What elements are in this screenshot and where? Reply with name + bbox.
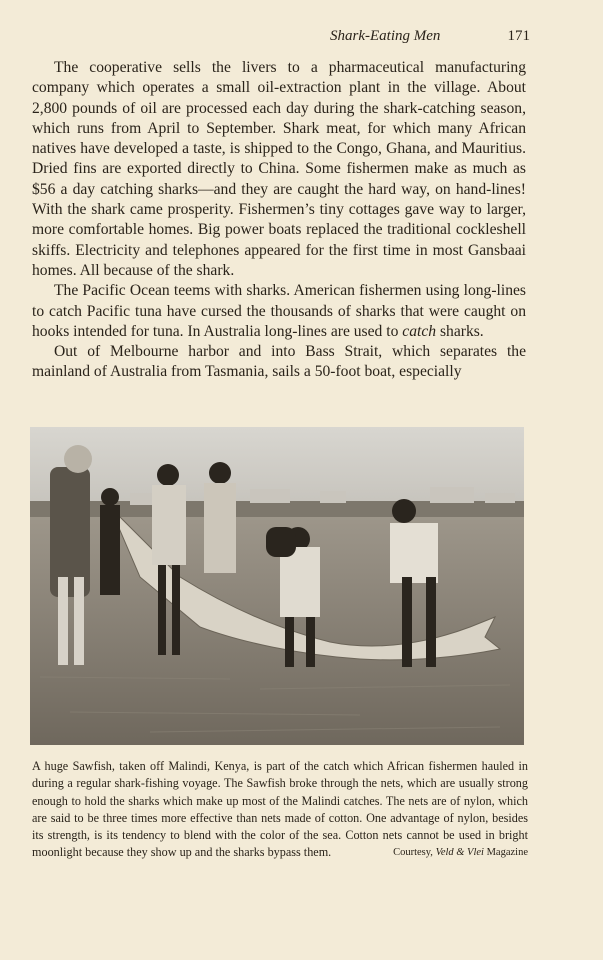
body-text	[32, 58, 526, 383]
paragraph-text: Out of Melbourne harbor and into Bass Strait, which separates the mainland of Australia from Tasmania, sails a 50-foot boat, especially	[32, 343, 526, 381]
figure-caption	[32, 758, 528, 862]
paragraph-text: sharks.	[436, 322, 484, 340]
credit-suffix: Magazine	[486, 847, 528, 859]
caption-text: A huge Sawfish, taken off Malindi, Kenya, is part of the catch which African fishermen hauled in during a regular shark-fishing voyage. The Sawfish broke through the nets, which are usually strong enough to hold the sharks which make up most of the Malindi catches. The nets are of nylon, which are said to be three times more effective than nets made of cotton. One advantage of nylon, besides its strength, is its tendency to blend with the color of the sea. Cotton nets cannot be used in bright moonlight because they show up and the sharks bypass them.	[32, 759, 528, 860]
emphasized-text: catch	[402, 322, 437, 340]
paragraph	[32, 58, 526, 281]
credit-source: Veld & Vlei	[435, 847, 484, 859]
photo-credit	[393, 844, 528, 861]
paragraph-text: The Pacific Ocean teems with sharks. American fishermen using long-lines to catch Pacific tuna have cursed the thousands of sharks that were caught on hooks intended for tuna. In Australia long-lines are used to	[32, 282, 526, 340]
paragraph	[32, 342, 526, 383]
credit-prefix: Courtesy,	[393, 847, 433, 859]
chapter-title: Shark-Eating Men	[330, 28, 441, 44]
paragraph	[32, 281, 526, 342]
photo-illustration	[30, 427, 524, 745]
paragraph-text: The cooperative sells the livers to a pharmaceutical manufacturing company which operates a small oil-extraction plant in the village. About 2,800 pounds of oil are processed each day during the shark-catching season, which runs from April to September. Shark meat, for which many African natives have developed a taste, is shipped to the Congo, Ghana, and Mauritius. Dried fins are exported directly to China. Some fishermen make as much as $56 a day catching sharks—and they are caught the hard way, on hand-lines! With the shark came prosperity. Fishermen’s tiny cottages gave way to larger, more comfortable homes. Big power boats replaced the traditional cockleshell skiffs. Electricity and telephones appeared for the first time in most Gansbaai homes. All because of the shark.	[32, 59, 526, 279]
page-number: 171	[507, 28, 530, 44]
sawfish-photograph	[30, 427, 524, 745]
running-head	[330, 28, 530, 45]
